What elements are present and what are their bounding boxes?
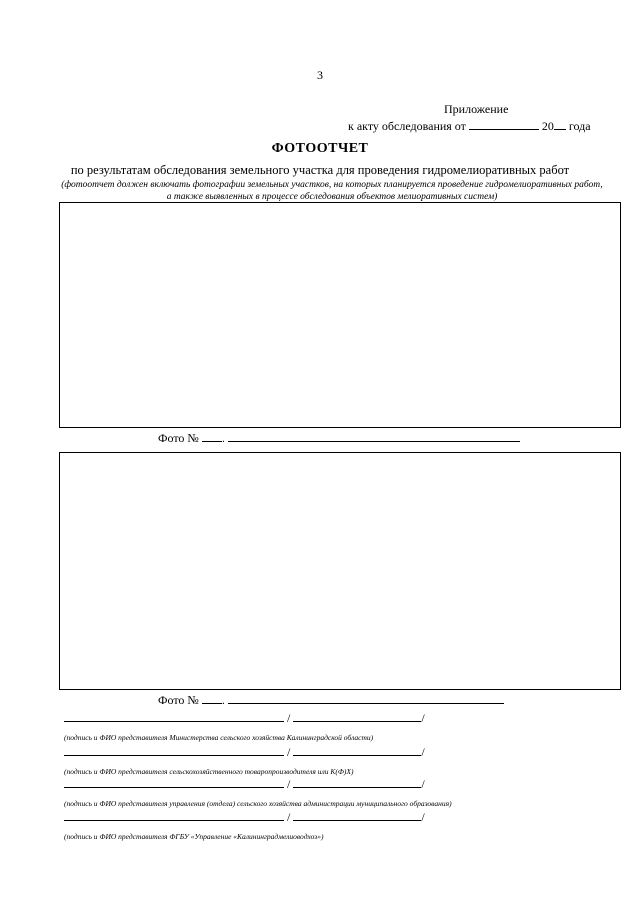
appendix-subtitle-prefix: к акту обследования от <box>348 119 466 133</box>
signature-line-1 <box>64 710 425 726</box>
signature-line-2 <box>64 744 425 760</box>
signature-separator: / <box>421 745 425 759</box>
signature-label-1: (подпись и ФИО представителя Министерства сельского хозяйства Калининградской области) <box>64 733 374 742</box>
signature-separator: / <box>421 777 425 791</box>
photo-frame-1[interactable] <box>59 202 621 428</box>
photo-caption-2 <box>158 692 504 708</box>
signature-field[interactable] <box>64 710 284 722</box>
signature-label-2: (подпись и ФИО представителя сельскохозяйственного товаропроизводителя или К(Ф)Х) <box>64 767 354 776</box>
document-title: ФОТООТЧЕТ <box>271 141 369 156</box>
photo-caption-separator: . <box>221 431 225 445</box>
signature-label-3: (подпись и ФИО представителя управления (отдела) сельского хозяйства администрации муниципального образования) <box>64 799 452 808</box>
name-field[interactable] <box>293 744 421 756</box>
signature-separator: / <box>287 745 291 759</box>
signature-line-4 <box>64 809 425 825</box>
name-field[interactable] <box>293 809 421 821</box>
signature-separator: / <box>421 810 425 824</box>
signature-field[interactable] <box>64 809 284 821</box>
photo-caption-prefix: Фото № <box>158 693 199 707</box>
photo-number-field[interactable] <box>202 692 222 704</box>
signature-separator: / <box>287 711 291 725</box>
appendix-subtitle <box>348 118 591 134</box>
appendix-subtitle-suffix: года <box>568 119 591 133</box>
name-field[interactable] <box>293 710 421 722</box>
signature-field[interactable] <box>64 744 284 756</box>
appendix-title: Приложение <box>444 102 509 116</box>
name-field[interactable] <box>293 776 421 788</box>
page-number: 3 <box>317 68 323 82</box>
signature-separator: / <box>421 711 425 725</box>
photo-caption-prefix: Фото № <box>158 431 199 445</box>
signature-label-4: (подпись и ФИО представителя ФГБУ «Управление «Калининградмелиоводхоз») <box>64 832 324 841</box>
appendix-year-prefix: 20 <box>541 119 554 133</box>
signature-separator: / <box>287 777 291 791</box>
document-subtitle: по результатам обследования земельного участка для проведения гидромелиоративных работ <box>70 163 570 177</box>
act-year-field[interactable] <box>554 118 566 130</box>
photo-caption-1 <box>158 430 520 446</box>
signature-separator: / <box>287 810 291 824</box>
photo-number-field[interactable] <box>202 430 222 442</box>
photo-description-field[interactable] <box>228 430 520 442</box>
document-note: (фотоотчет должен включать фотографии земельных участков, на которых планируется проведение гидромелиоративных работ, а также выявленных в процессе обследования объектов мелиоративных систем) <box>61 180 603 202</box>
photo-description-field[interactable] <box>228 692 504 704</box>
photo-frame-2[interactable] <box>59 452 621 690</box>
act-date-field[interactable] <box>469 118 539 130</box>
signature-field[interactable] <box>64 776 284 788</box>
photo-caption-separator: . <box>221 693 225 707</box>
signature-line-3 <box>64 776 425 792</box>
